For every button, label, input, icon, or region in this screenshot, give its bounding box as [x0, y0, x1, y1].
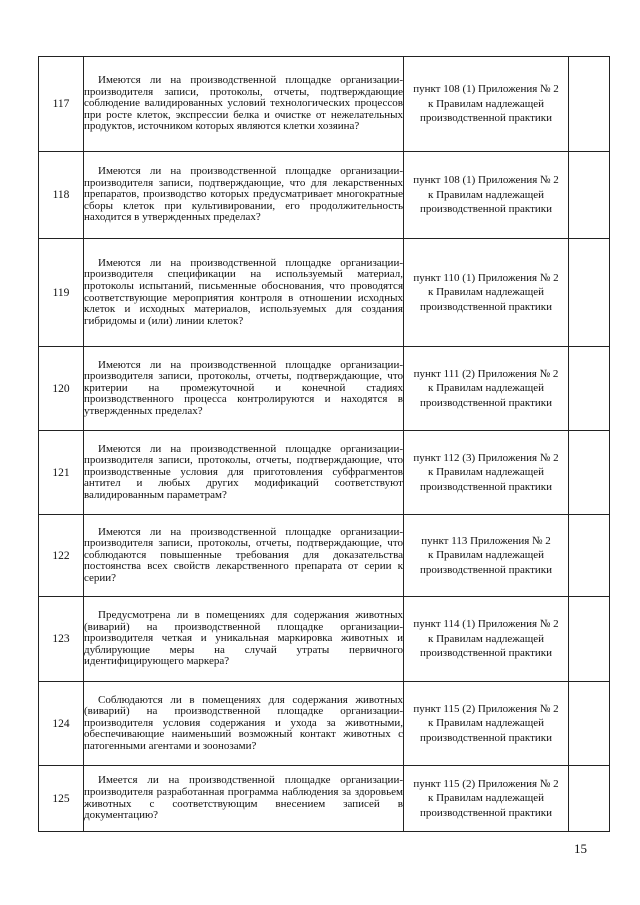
- row-number: 121: [39, 431, 84, 515]
- question-text: Имеются ли на производственной площадке организации-производителя записи, протоколы, отчеты, подтверждающие соблюдение валидированных условий технологических процессов при росте клеток, экспрессии белка и очистке от нежелательных продуктов, источником которых являются клетки хозяина?: [84, 74, 403, 133]
- reference-line: производственной практики: [419, 806, 553, 819]
- reference-line: производственной практики: [419, 647, 553, 660]
- question-cell: [84, 239, 404, 347]
- row-number: 118: [39, 152, 84, 239]
- reference-line: пункт 112 (3) Приложения № 2: [413, 451, 559, 464]
- page-number: 15: [574, 841, 587, 856]
- reference-line: пункт 111 (2) Приложения № 2: [413, 367, 559, 380]
- mark-cell: [569, 152, 610, 239]
- reference-line: пункт 108 (1) Приложения № 2: [413, 174, 559, 187]
- reference-line: производственной практики: [419, 300, 553, 313]
- mark-cell: [569, 57, 610, 152]
- table-row: [39, 515, 610, 597]
- row-number: 119: [39, 239, 84, 347]
- table-row: [39, 597, 610, 682]
- mark-cell: [569, 431, 610, 515]
- question-text: Имеется ли на производственной площадке организации-производителя разработанная программа наблюдения за здоровьем животных с соответствующим внесением записей в документацию?: [84, 774, 403, 822]
- row-number: 124: [39, 682, 84, 766]
- row-number: 122: [39, 515, 84, 597]
- reference-line: к Правилам надлежащей: [427, 632, 545, 645]
- question-cell: [84, 515, 404, 597]
- reference-line: к Правилам надлежащей: [427, 466, 545, 479]
- reference-line: производственной практики: [419, 112, 553, 125]
- reference-line: производственной практики: [419, 480, 553, 493]
- question-cell: [84, 766, 404, 832]
- question-cell: [84, 152, 404, 239]
- table-row: [39, 766, 610, 832]
- table-row: [39, 431, 610, 515]
- reference-cell: [404, 515, 569, 597]
- reference-line: производственной практики: [419, 203, 553, 216]
- table-row: [39, 57, 610, 152]
- table-row: [39, 682, 610, 766]
- row-number: 117: [39, 57, 84, 152]
- reference-line: производственной практики: [419, 563, 553, 576]
- question-cell: [84, 57, 404, 152]
- question-text: Предусмотрена ли в помещениях для содержания животных (виварий) на производственной площадке организации-производителя четкая и уникальная маркировка животных и дублирующие меры на случай утраты первичного идентифицирующего маркера?: [84, 609, 403, 668]
- question-cell: [84, 347, 404, 431]
- row-number: 125: [39, 766, 84, 832]
- reference-line: к Правилам надлежащей: [427, 717, 545, 730]
- reference-cell: [404, 57, 569, 152]
- mark-cell: [569, 766, 610, 832]
- table-row: [39, 347, 610, 431]
- reference-line: к Правилам надлежащей: [427, 97, 545, 110]
- row-number: 123: [39, 597, 84, 682]
- checklist-table: [38, 56, 610, 832]
- reference-line: пункт 110 (1) Приложения № 2: [413, 271, 559, 284]
- row-number: 120: [39, 347, 84, 431]
- question-cell: [84, 682, 404, 766]
- table-row: [39, 152, 610, 239]
- reference-line: к Правилам надлежащей: [427, 792, 545, 805]
- mark-cell: [569, 239, 610, 347]
- reference-cell: [404, 682, 569, 766]
- mark-cell: [569, 682, 610, 766]
- reference-line: пункт 115 (2) Приложения № 2: [413, 702, 559, 715]
- question-cell: [84, 597, 404, 682]
- question-text: Имеются ли на производственной площадке организации-производителя спецификации на используемый материал, протоколы испытаний, письменные обоснования, что проводятся соответствующие мероприятия контроля в отношении исходных клеток и исходных материалов, используемых для создания гибридомы и (или) линии клеток?: [84, 256, 403, 327]
- reference-cell: [404, 347, 569, 431]
- reference-cell: [404, 431, 569, 515]
- reference-line: пункт 108 (1) Приложения № 2: [413, 83, 559, 96]
- reference-line: к Правилам надлежащей: [427, 188, 545, 201]
- question-text: Соблюдаются ли в помещениях для содержания животных (виварий) на производственной площадке организации-производителя условия содержания и ухода за животными, обеспечивающие наименьший возможный контакт животных с патогенными агентами и зоонозами?: [84, 693, 403, 752]
- reference-line: к Правилам надлежащей: [427, 382, 545, 395]
- reference-line: к Правилам надлежащей: [427, 549, 545, 562]
- mark-cell: [569, 515, 610, 597]
- question-cell: [84, 431, 404, 515]
- reference-line: пункт 113 Приложения № 2: [421, 534, 551, 547]
- reference-cell: [404, 239, 569, 347]
- reference-line: пункт 114 (1) Приложения № 2: [413, 618, 559, 631]
- reference-cell: [404, 152, 569, 239]
- question-text: Имеются ли на производственной площадке организации-производителя записи, протоколы, отчеты, подтверждающие, что критерии на промежуточной и конечной стадиях производственного процесса контролируются и находятся в утвержденных пределах?: [84, 358, 403, 417]
- reference-line: производственной практики: [419, 396, 553, 409]
- table-row: [39, 239, 610, 347]
- mark-cell: [569, 597, 610, 682]
- reference-line: производственной практики: [419, 731, 553, 744]
- reference-cell: [404, 597, 569, 682]
- reference-line: к Правилам надлежащей: [427, 286, 545, 299]
- mark-cell: [569, 347, 610, 431]
- reference-cell: [404, 766, 569, 832]
- question-text: Имеются ли на производственной площадке организации-производителя записи, протоколы, отчеты, подтверждающие, что соблюдаются повышенные требования для доказательства постоянства всех свойств лекарственного препарата от серии к серии?: [84, 525, 403, 584]
- question-text: Имеются ли на производственной площадке организации-производителя записи, протоколы, отчеты, подтверждающие, что производственные условия для приготовления субфрагментов антител и любых других модификаций соответствуют валидированным параметрам?: [84, 442, 403, 501]
- reference-line: пункт 115 (2) Приложения № 2: [413, 777, 559, 790]
- question-text: Имеются ли на производственной площадке организации-производителя записи, подтверждающие, что для лекарственных препаратов, производство которых предусматривает многократные сборы клеток при культивировании, его продолжительность находится в утвержденных пределах?: [84, 165, 403, 224]
